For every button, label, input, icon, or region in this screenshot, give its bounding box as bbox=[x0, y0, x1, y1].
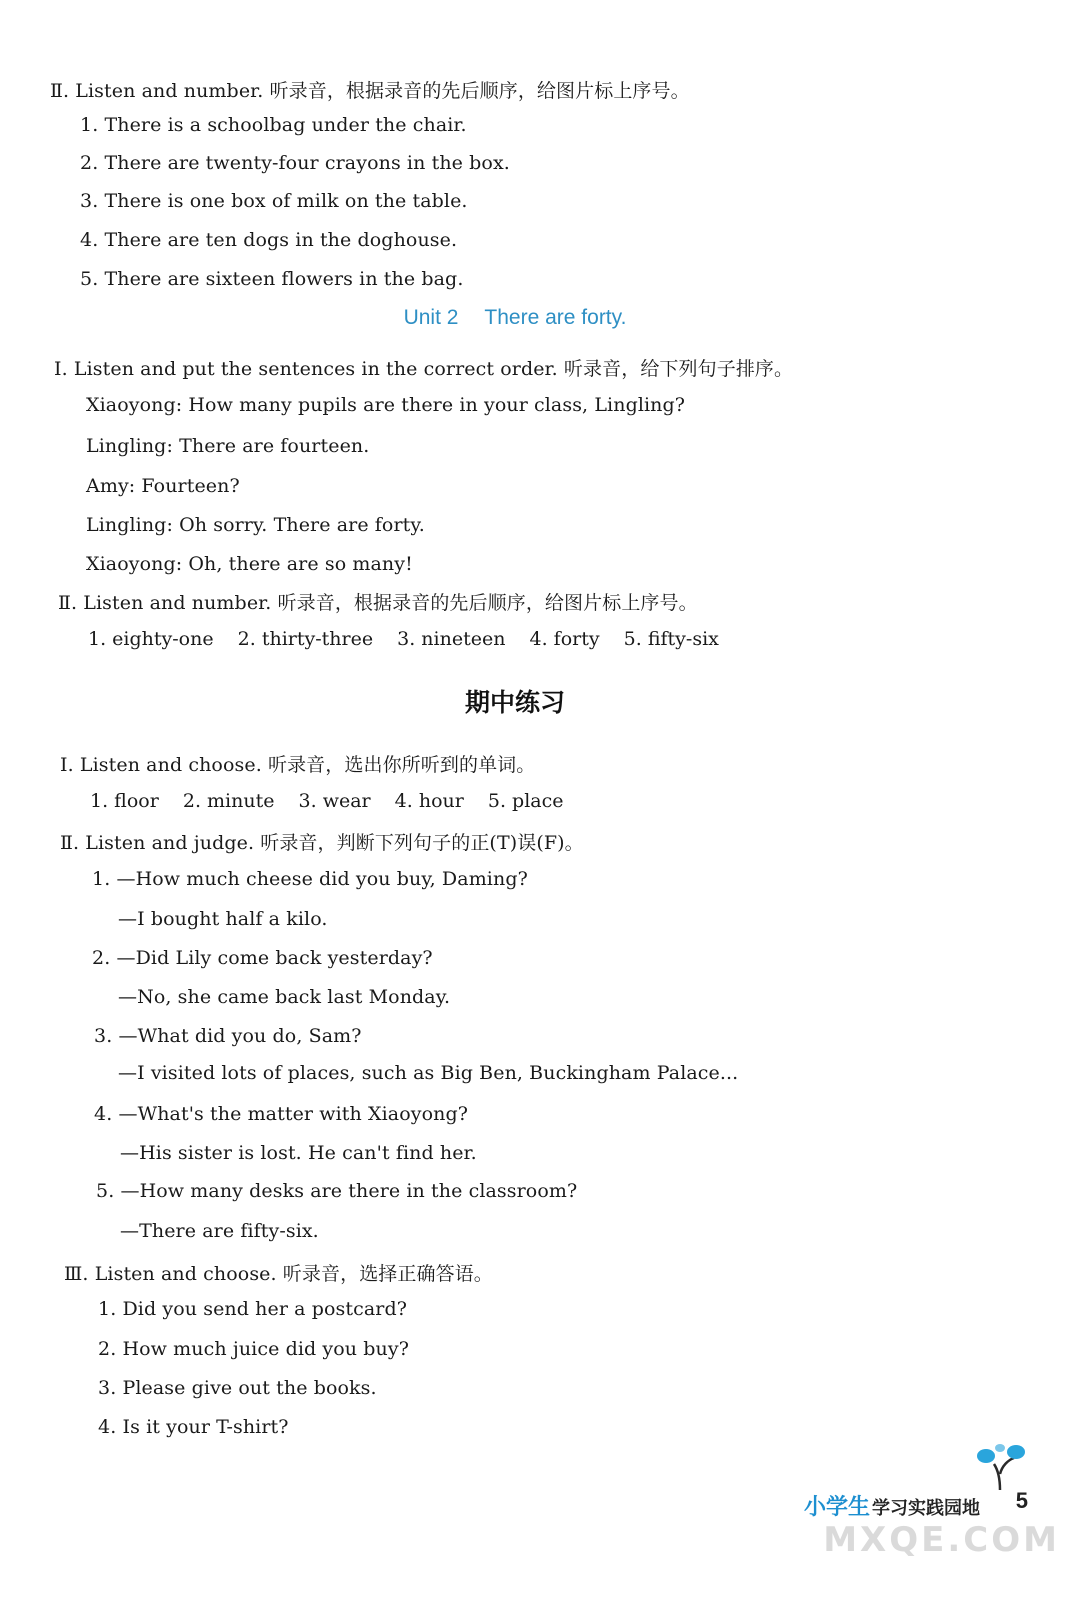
brand-logo bbox=[804, 1490, 980, 1521]
list-item: 4. forty bbox=[529, 628, 600, 650]
list-item: 3. Please give out the books. bbox=[98, 1377, 377, 1399]
number-list bbox=[88, 628, 737, 650]
list-item: 2. How much juice did you buy? bbox=[98, 1338, 409, 1360]
dialogue-line: Lingling: There are fourteen. bbox=[86, 435, 370, 457]
dialogue-line: Amy: Fourteen? bbox=[86, 475, 240, 497]
list-item: 3. There is one box of milk on the table. bbox=[80, 190, 468, 212]
dialogue-line: Xiaoyong: How many pupils are there in your class, Lingling? bbox=[86, 394, 686, 416]
list-item: 5. fifty-six bbox=[623, 628, 719, 650]
list-item: 4. hour bbox=[394, 790, 464, 812]
brand-subtitle: 学习实践园地 bbox=[872, 1498, 980, 1519]
dialogue-line: 3. —What did you do, Sam? bbox=[94, 1025, 362, 1047]
list-item: 4. Is it your T-shirt? bbox=[98, 1416, 289, 1438]
section-heading-put-in-order: Ⅰ. Listen and put the sentences in the correct order. 听录音，给下列句子排序。 bbox=[54, 358, 794, 380]
list-item: 2. thirty-three bbox=[237, 628, 374, 650]
watermark: MXQE.COM bbox=[823, 1520, 1060, 1560]
dialogue-line: —There are fifty-six. bbox=[120, 1220, 319, 1242]
word-list bbox=[90, 790, 582, 812]
list-item: 1. Did you send her a postcard? bbox=[98, 1298, 408, 1320]
dialogue-line: 5. —How many desks are there in the classroom? bbox=[96, 1180, 578, 1202]
list-item: 2. There are twenty-four crayons in the box. bbox=[80, 152, 510, 174]
list-item: 1. floor bbox=[90, 790, 159, 812]
dialogue-line: —His sister is lost. He can't find her. bbox=[120, 1142, 477, 1164]
dialogue-line: Lingling: Oh sorry. There are forty. bbox=[86, 514, 425, 536]
midterm-title: 期中练习 bbox=[464, 688, 565, 717]
unit-heading bbox=[0, 306, 1030, 330]
dialogue-line: —I bought half a kilo. bbox=[118, 908, 328, 930]
dialogue-line: Xiaoyong: Oh, there are so many! bbox=[86, 553, 413, 575]
section-heading-listen-judge: Ⅱ. Listen and judge. 听录音，判断下列句子的正(T)误(F)。 bbox=[60, 832, 584, 854]
list-item: 5. There are sixteen flowers in the bag. bbox=[80, 268, 464, 290]
list-item: 5. place bbox=[487, 790, 564, 812]
list-item: 2. minute bbox=[182, 790, 275, 812]
dialogue-line: 2. —Did Lily come back yesterday? bbox=[92, 947, 433, 969]
section-heading-listen-choose: Ⅰ. Listen and choose. 听录音，选出你所听到的单词。 bbox=[60, 754, 536, 776]
dialogue-line: 1. —How much cheese did you buy, Daming? bbox=[92, 868, 528, 890]
dialogue-line: —No, she came back last Monday. bbox=[118, 986, 451, 1008]
list-item: 1. There is a schoolbag under the chair. bbox=[80, 114, 467, 136]
unit-label: Unit 2 bbox=[403, 306, 459, 329]
section-heading-listen-number-2: Ⅱ. Listen and number. 听录音，根据录音的先后顺序，给图片标上序号。 bbox=[58, 592, 698, 614]
sprout-logo-icon bbox=[972, 1440, 1028, 1492]
list-item: 1. eighty-one bbox=[88, 628, 214, 650]
section-heading-choose-answer: Ⅲ. Listen and choose. 听录音，选择正确答语。 bbox=[64, 1263, 493, 1285]
section-heading-listen-number: Ⅱ. Listen and number. 听录音，根据录音的先后顺序，给图片标上序号。 bbox=[50, 80, 690, 102]
page-number: 5 bbox=[1015, 1488, 1028, 1513]
list-item: 3. nineteen bbox=[397, 628, 506, 650]
list-item: 4. There are ten dogs in the doghouse. bbox=[80, 229, 458, 251]
unit-title: There are forty. bbox=[484, 306, 627, 329]
list-item: 3. wear bbox=[298, 790, 371, 812]
dialogue-line: —I visited lots of places, such as Big Ben, Buckingham Palace... bbox=[118, 1062, 739, 1084]
brand-name: 小学生 bbox=[803, 1495, 870, 1520]
dialogue-line: 4. —What's the matter with Xiaoyong? bbox=[94, 1103, 469, 1125]
